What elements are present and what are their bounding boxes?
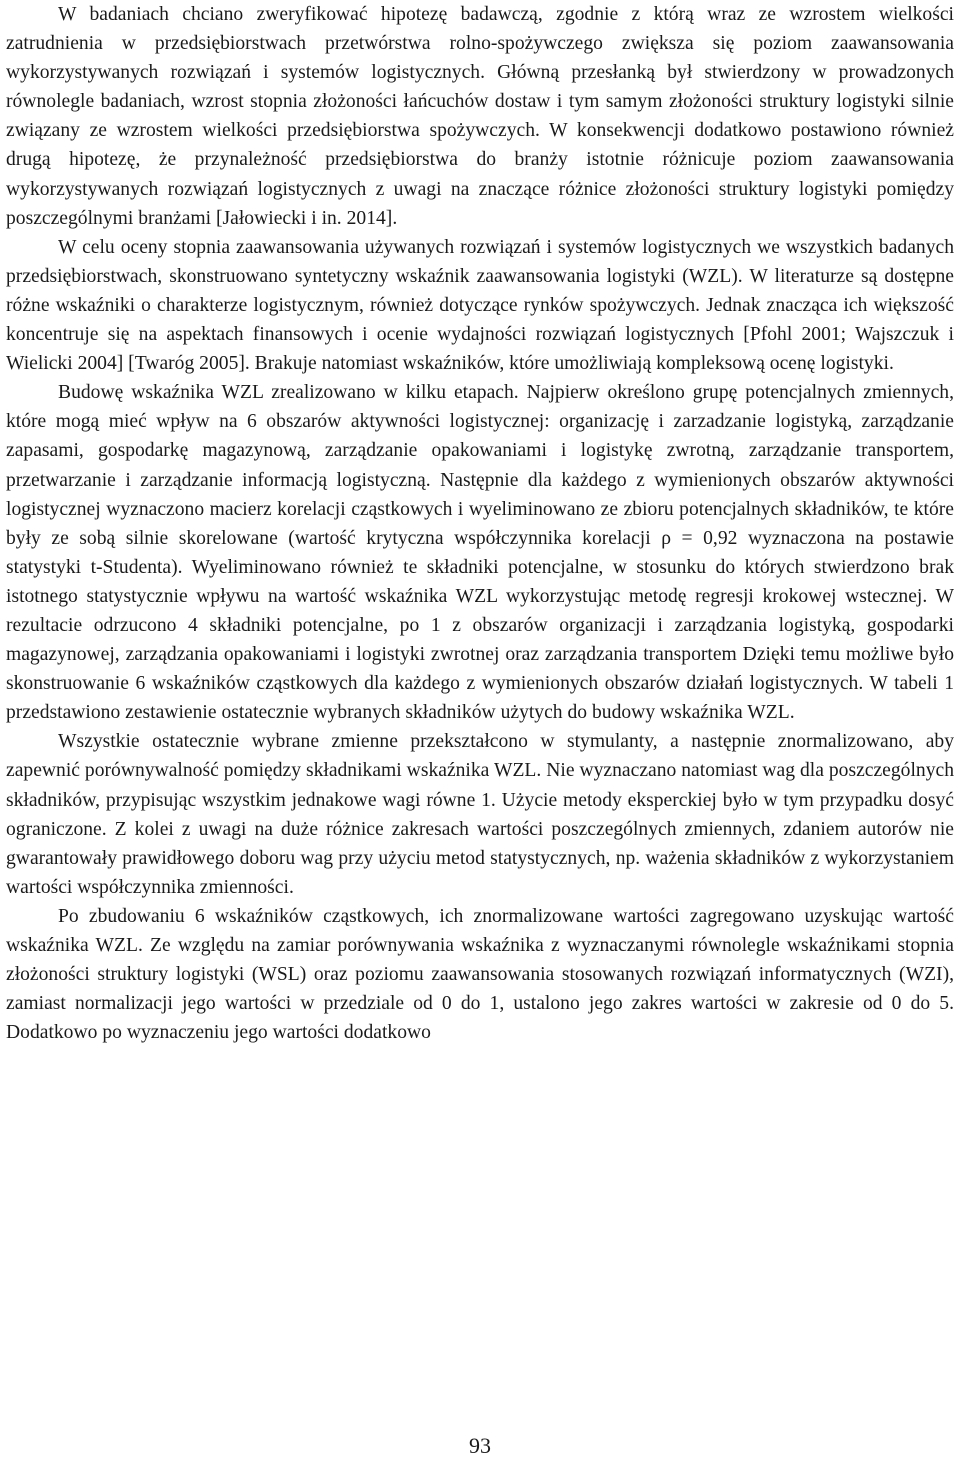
paragraph-wzl-indicator: W celu oceny stopnia zaawansowania używanych rozwiązań i systemów logistycznych we wszystkich badanych przedsiębiorstwach, skonstruowano syntetyczny wskaźnik zaawansowania logistyki (WZL). W literaturze są dostępne różne wskaźniki o charakterze logistycznym, również dotyczące rynków spożywczych. Jednak znacząca ich większość koncentruje się na aspektach finansowych i ocenie wydajności rozwiązań logistycznych [Pfohl 2001; Wajszczuk i Wielicki 2004] [Twaróg 2005]. Brakuje natomiast wskaźników, które umożliwiają kompleksową ocenę logistyki. [6,236,954,375]
paragraph-hypotheses: W badaniach chciano zweryfikować hipotezę badawczą, zgodnie z którą wraz ze wzrostem wielkości zatrudnienia w przedsiębiorstwach przetwórstwa rolno-spożywczego zwiększa się poziom zaawansowania wykorzystywanych rozwiązań i systemów logistycznych. Główną przesłanką był stwierdzony w prowadzonych równolegle badaniach, wzrost stopnia złożoności łańcuchów dostaw i tym samym złożoności struktury logistyki silnie związany ze wzrostem wielkości przedsiębiorstwa spożywczych. W konsekwencji dodatkowo postawiono również drugą hipotezę, że przynależność przedsiębiorstwa do branży istotnie różnicuje poziom zaawansowania wykorzystywanych rozwiązań logistycznych z uwagi na znaczące różnice złożoności struktury logistyki pomiędzy poszczególnymi branżami [Jałowiecki i in. 2014]. [6,4,954,229]
page-number: 93 [469,1433,491,1458]
paragraph-normalization: Wszystkie ostatecznie wybrane zmienne przekształcono w stymulanty, a następnie znormalizowano, aby zapewnić porównywalność pomiędzy składnikami wskaźnika WZL. Nie wyznaczano natomiast wag dla poszczególnych składników, przypisując wszystkim jednakowe wagi równe 1. Użycie metody eksperckiej było w tym przypadku dosyć ograniczone. Z kolei z uwagi na duże różnice zakresach wartości poszczególnych zmiennych, zdaniem autorów nie gwarantowały prawidłowego doboru wag przy użyciu metod statystycznych, np. ważenia składników z wykorzystaniem wartości współczynnika zmienności. [6,731,954,898]
document-body [6,0,954,1047]
paragraph-indicator-construction: Budowę wskaźnika WZL zrealizowano w kilku etapach. Najpierw określono grupę potencjalnych zmiennych, które mogą mieć wpływ na 6 obszarów aktywności logistycznej: organizację i zarzadzanie logistyką, zarządzanie zapasami, gospodarkę magazynową, zarządzanie opakowaniami i logistykę zwrotną, zarządzanie transportem, przetwarzanie i zarządzanie informacją logistyczną. Następnie dla każdego z wymienionych obszarów aktywności logistycznej wyznaczono macierz korelacji cząstkowych i wyeliminowano ze zbioru potencjalnych składników, te które były ze sobą silnie skorelowane (wartość krytyczna współczynnika korelacji ρ = 0,92 wyznaczona na postawie statystyki t-Studenta). Wyeliminowano również te składniki potencjalne, w stosunku do których stwierdzono brak istotnego statystycznie wpływu na wartość wskaźnika WZL wykorzystując metodę regresji krokowej wstecznej. W rezultacie odrzucono 4 składniki potencjalne, po 1 z obszarów organizacji i zarządzania logistyką, gospodarki magazynowej, zarządzania opakowaniami i logistyki zwrotnej oraz zarządzania transportem Dzięki temu możliwe było skonstruowanie 6 wskaźników cząstkowych dla każdego z wymienionych obszarów działań logistycznych. W tabeli 1 przedstawiono zestawienie ostatecznie wybranych składników użytych do budowy wskaźnika WZL. [6,382,954,724]
paragraph-aggregation: Po zbudowaniu 6 wskaźników cząstkowych, ich znormalizowane wartości zagregowano uzyskując wartość wskaźnika WZL. Ze względu na zamiar porównywania wskaźnika z wyznaczanymi równolegle wskaźnikami stopnia złożoności struktury logistyki (WSL) oraz poziomu zaawansowania stosowanych rozwiązań informatycznych (WZI), zamiast normalizacji jego wartości w przedziale od 0 do 1, ustalono jego zakres wartości w zakresie od 0 do 5. Dodatkowo po wyznaczeniu jego wartości dodatkowo [6,905,954,1044]
